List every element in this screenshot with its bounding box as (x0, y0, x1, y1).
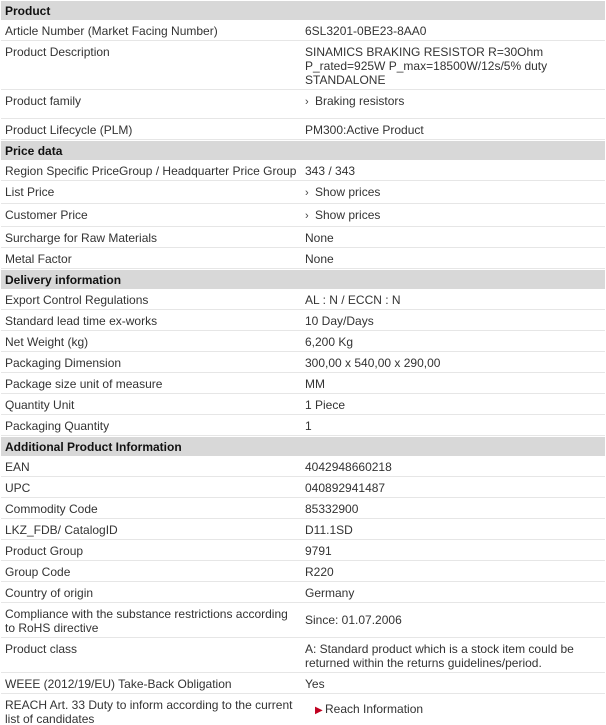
row-country-of-origin (1, 582, 605, 603)
packaging-quantity-label: Packaging Quantity (5, 419, 110, 433)
reach-information-link-text: Reach Information (325, 701, 424, 716)
row-customer-price (1, 204, 605, 227)
packaging-dimension-value: 300,00 x 540,00 x 290,00 (305, 356, 441, 370)
commodity-code-label: Commodity Code (5, 502, 98, 516)
row-upc (1, 477, 605, 498)
product-data-sheet (1, 0, 605, 725)
customer-price-show-link[interactable] (305, 208, 380, 222)
product-group-value: 9791 (305, 544, 332, 558)
lead-time-value: 10 Day/Days (305, 314, 374, 328)
weee-value: Yes (305, 677, 325, 691)
reach-value (301, 694, 605, 725)
description-line-1: SINAMICS BRAKING RESISTOR R=30Ohm (305, 45, 544, 59)
catalog-id-label: LKZ_FDB/ CatalogID (5, 523, 118, 537)
metal-factor-label: Metal Factor (5, 252, 72, 266)
group-code-value: R220 (305, 565, 334, 579)
product-lifecycle-value: PM300:Active Product (305, 123, 424, 137)
customer-price-label: Customer Price (5, 208, 88, 222)
product-class-line-1: A: Standard product which is a stock item could be (305, 642, 574, 656)
product-lifecycle-label: Product Lifecycle (PLM) (5, 123, 133, 137)
row-product-lifecycle (1, 119, 605, 140)
product-family-link[interactable] (305, 94, 404, 108)
product-family-value (301, 90, 605, 118)
commodity-code-value: 85332900 (305, 502, 359, 516)
row-lead-time (1, 310, 605, 331)
row-group-code (1, 561, 605, 582)
product-class-line-2: returned within the returns guidelines/period. (305, 656, 542, 670)
lead-time-label: Standard lead time ex-works (5, 314, 158, 328)
region-price-group-label: Region Specific PriceGroup / Headquarter Price Group (5, 164, 297, 178)
row-surcharge (1, 227, 605, 248)
row-package-unit (1, 373, 605, 394)
product-class-label: Product class (5, 642, 78, 656)
weee-label: WEEE (2012/19/EU) Take-Back Obligation (5, 677, 232, 691)
region-price-group-value: 343 / 343 (305, 164, 356, 178)
product-family-label: Product family (5, 94, 82, 108)
net-weight-value: 6,200 Kg (305, 335, 354, 349)
list-price-value (301, 181, 605, 203)
packaging-dimension-label: Packaging Dimension (5, 356, 122, 370)
catalog-id-value: D11.1SD (305, 523, 353, 537)
metal-factor-value: None (305, 252, 334, 266)
ean-value: 4042948660218 (305, 460, 392, 474)
chevron-right-icon: › (305, 210, 309, 222)
upc-label: UPC (5, 481, 31, 495)
row-packaging-dimension (1, 352, 605, 373)
row-commodity-code (1, 498, 605, 519)
packaging-quantity-value: 1 (305, 419, 312, 433)
product-description-label: Product Description (5, 45, 110, 59)
package-unit-label: Package size unit of measure (5, 377, 163, 391)
reach-label-line-1: REACH Art. 33 Duty to inform according to the current (5, 698, 293, 712)
row-product-group (1, 540, 605, 561)
country-of-origin-value: Germany (305, 586, 355, 600)
article-number-value: 6SL3201-0BE23-8AA0 (305, 24, 427, 38)
description-line-2: P_rated=925W P_max=18500W/12s/5% duty (305, 59, 548, 73)
row-reach (1, 694, 605, 725)
surcharge-label: Surcharge for Raw Materials (5, 231, 158, 245)
product-description-value (301, 41, 605, 89)
row-product-family (1, 90, 605, 119)
row-quantity-unit (1, 394, 605, 415)
row-article-number (1, 20, 605, 41)
export-control-value: AL : N / ECCN : N (305, 293, 401, 307)
quantity-unit-value: 1 Piece (305, 398, 346, 412)
country-of-origin-label: Country of origin (5, 586, 94, 600)
triangle-right-icon: ▶ (315, 704, 323, 716)
row-ean (1, 456, 605, 477)
row-weee (1, 673, 605, 694)
section-price-header: Price data (1, 140, 605, 160)
section-product-header: Product (1, 0, 605, 20)
rohs-compliance-label (1, 603, 301, 637)
row-net-weight (1, 331, 605, 352)
surcharge-value: None (305, 231, 334, 245)
row-export-control (1, 289, 605, 310)
chevron-right-icon: › (305, 187, 309, 199)
description-line-3: STANDALONE (305, 73, 386, 87)
row-list-price (1, 181, 605, 204)
product-group-label: Product Group (5, 544, 84, 558)
ean-label: EAN (5, 460, 30, 474)
product-class-value (301, 638, 605, 672)
package-unit-value: MM (305, 377, 325, 391)
rohs-label-line-2: to RoHS directive (5, 621, 99, 635)
row-rohs-compliance (1, 603, 605, 638)
row-metal-factor (1, 248, 605, 269)
list-price-label: List Price (5, 185, 55, 199)
net-weight-label: Net Weight (kg) (5, 335, 89, 349)
article-number-label: Article Number (Market Facing Number) (5, 24, 218, 38)
chevron-right-icon: › (305, 96, 309, 108)
row-region-price-group (1, 160, 605, 181)
reach-label (1, 694, 301, 725)
list-price-show-link[interactable] (305, 185, 380, 199)
row-catalog-id (1, 519, 605, 540)
customer-price-link-text: Show prices (315, 208, 381, 222)
list-price-link-text: Show prices (315, 185, 381, 199)
row-packaging-quantity (1, 415, 605, 436)
row-product-description (1, 41, 605, 90)
upc-value: 040892941487 (305, 481, 386, 495)
product-family-link-text: Braking resistors (315, 94, 405, 108)
export-control-label: Export Control Regulations (5, 293, 149, 307)
group-code-label: Group Code (5, 565, 71, 579)
rohs-compliance-value: Since: 01.07.2006 (305, 613, 402, 627)
quantity-unit-label: Quantity Unit (5, 398, 75, 412)
reach-information-link[interactable] (315, 702, 423, 718)
section-additional-header: Additional Product Information (1, 436, 605, 456)
row-product-class (1, 638, 605, 673)
section-delivery-header: Delivery information (1, 269, 605, 289)
rohs-label-line-1: Compliance with the substance restrictions according (5, 607, 288, 621)
customer-price-value (301, 204, 605, 226)
reach-label-line-2: list of candidates (5, 712, 95, 725)
